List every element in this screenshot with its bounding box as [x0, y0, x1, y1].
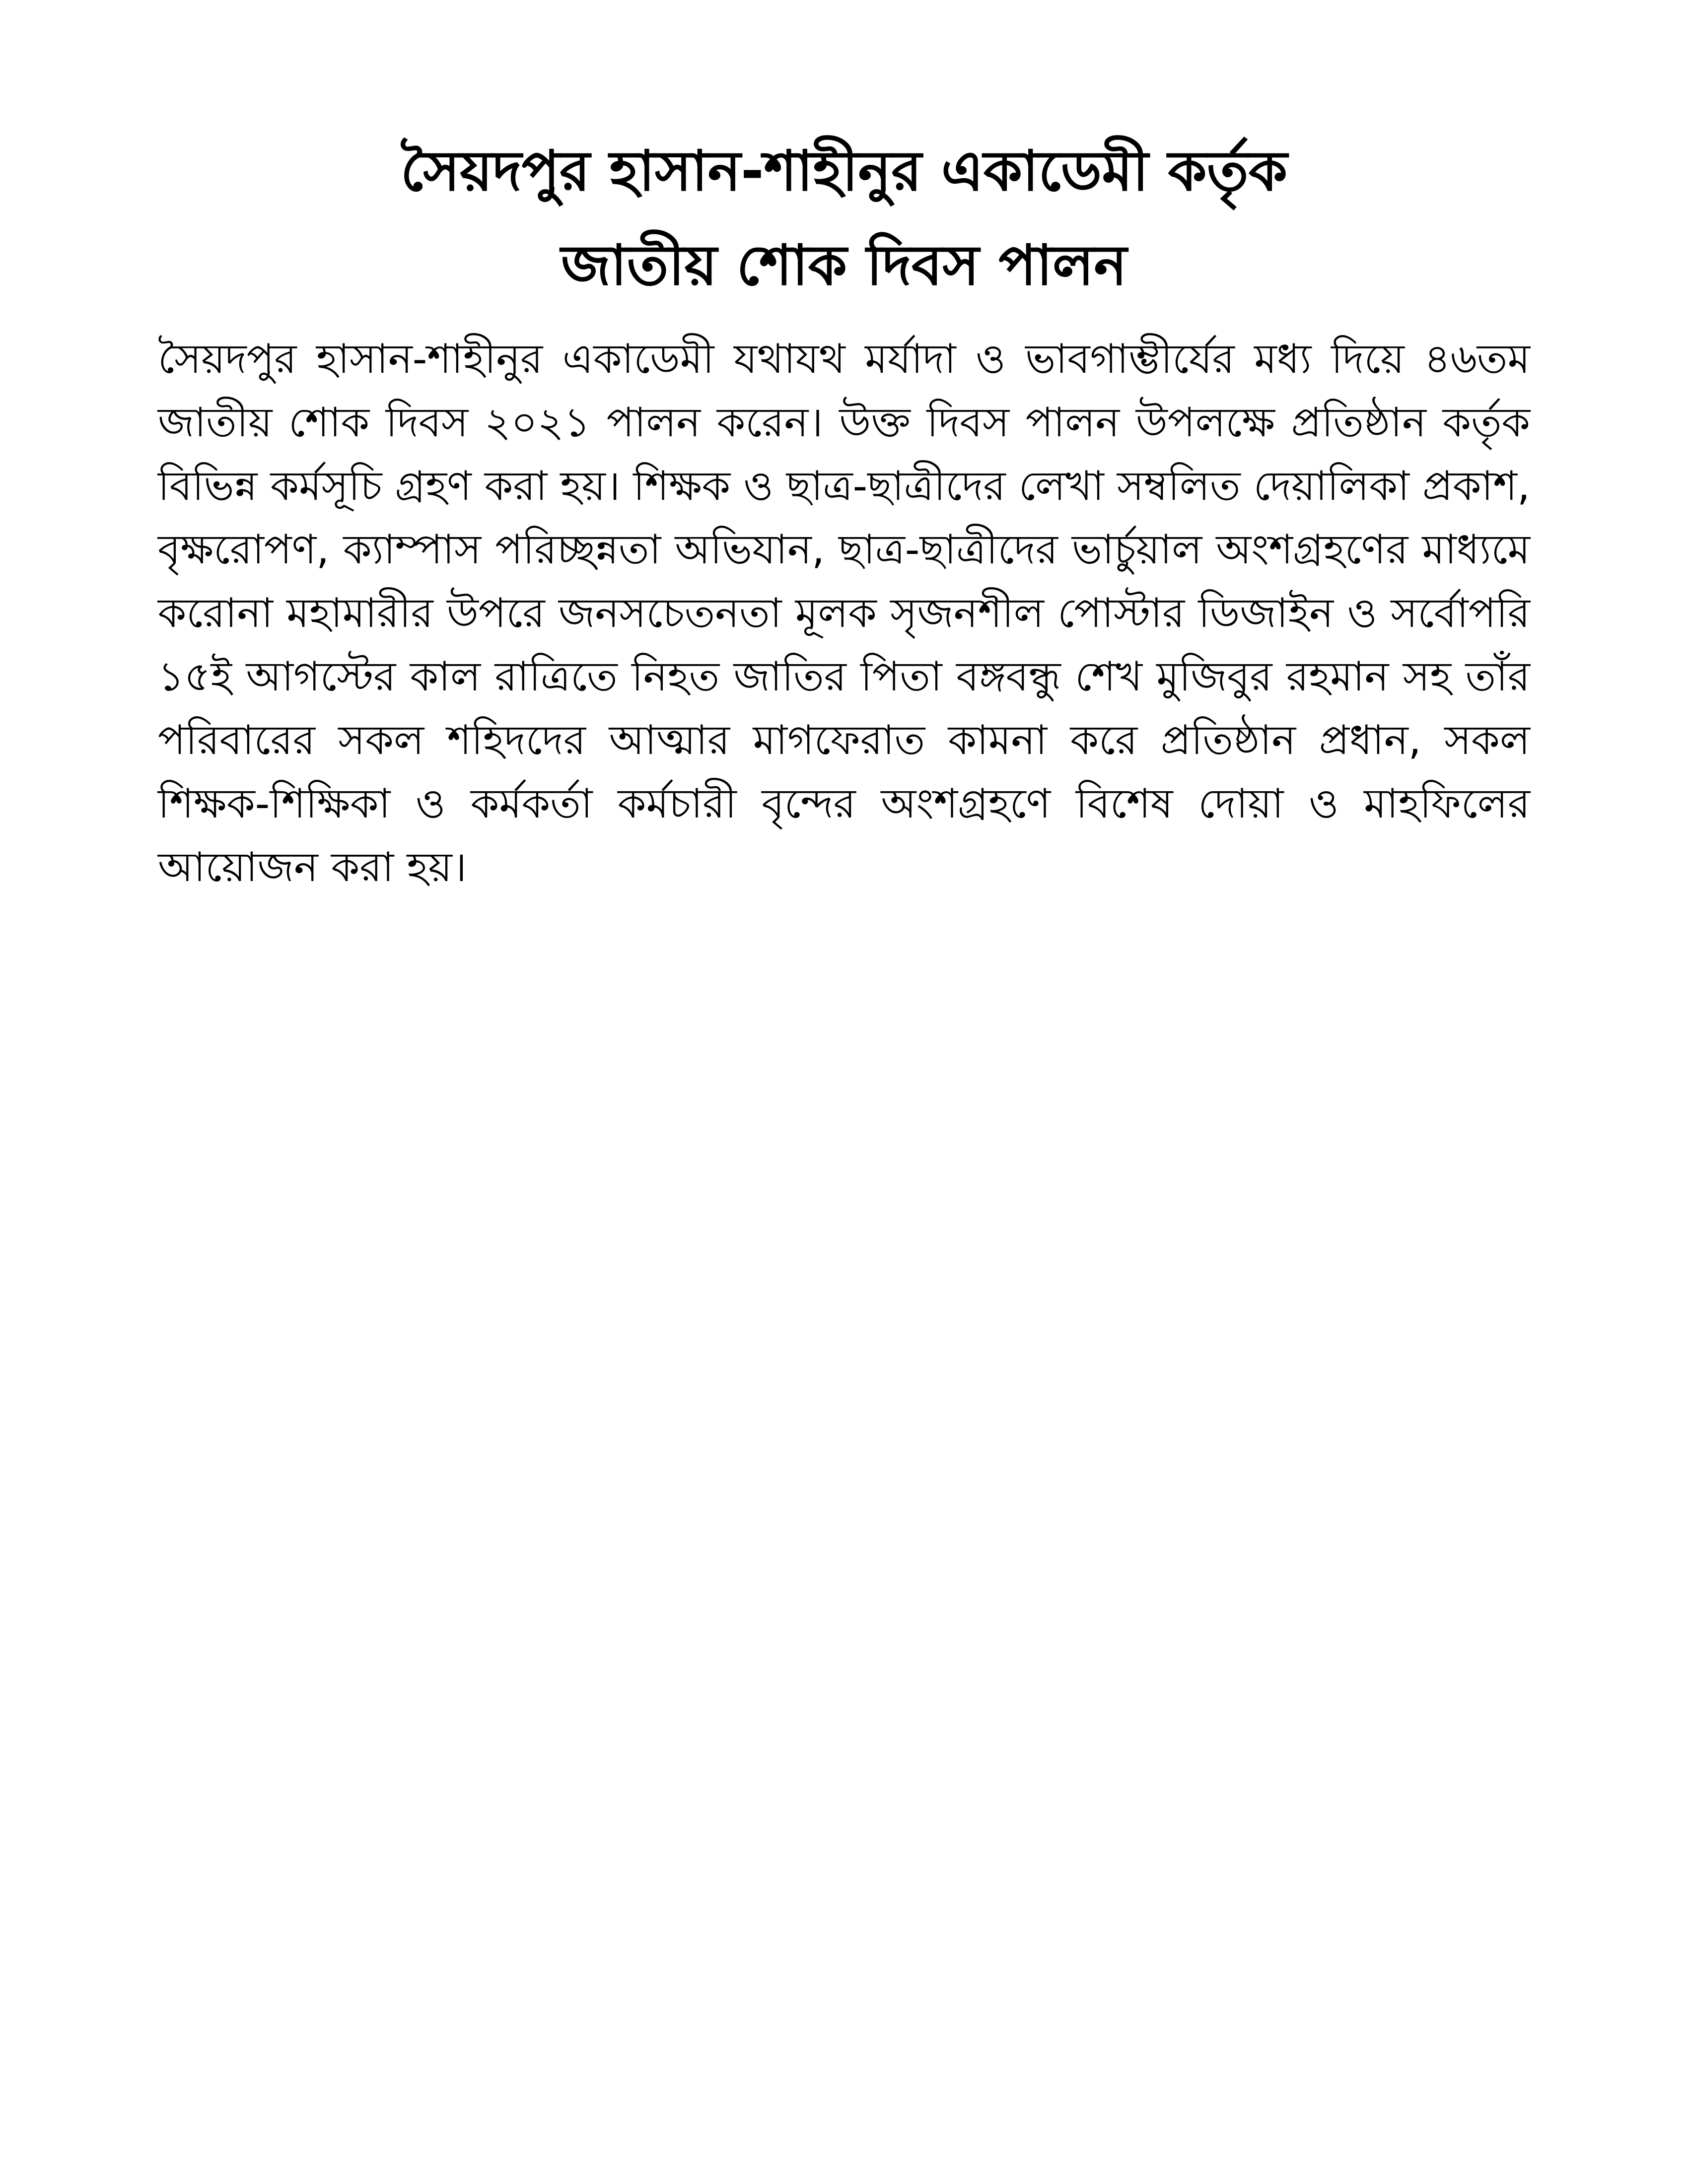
title-line-2: জাতীয় শোক দিবস পালন	[561, 233, 1127, 298]
page-title	[149, 124, 1539, 313]
body-paragraph: সৈয়দপুর হাসান-শাহীনুর একাডেমী যথাযথ মর্যাদা ও ভাবগাম্ভীর্যের মধ্য দিয়ে ৪৬তম জাতীয় শোক দিবস ২০২১ পালন করেন। উক্ত দিবস পালন উপলক্ষে প্রতিষ্ঠান কর্তৃক বিভিন্ন কর্মসূচি গ্রহণ করা হয়। শিক্ষক ও ছাত্র-ছাত্রীদের লেখা সম্বলিত দেয়ালিকা প্রকাশ, বৃক্ষরোপণ, ক্যাম্পাস পরিচ্ছন্নতা অভিযান, ছাত্র-ছাত্রীদের ভার্চুয়াল অংশগ্রহণের মাধ্যমে করোনা মহামারীর উপরে জনসচেতনতা মূলক সৃজনশীল পোস্টার ডিজাইন ও সর্বোপরি ১৫ই আগস্টের কাল রাত্রিতে নিহত জাতির পিতা বঙ্গবন্ধু শেখ মুজিবুর রহমান সহ তাঁর পরিবারের সকল শহিদদের আত্মার মাগফেরাত কামনা করে প্রতিষ্ঠান প্রধান, সকল শিক্ষক-শিক্ষিকা ও কর্মকর্তা কর্মচারী বৃন্দের অংশগ্রহণে বিশেষ দোয়া ও মাহফিলের আয়োজন করা হয়।	[158, 336, 1530, 891]
title-line-1: সৈয়দপুর হাসান-শাহীনুর একাডেমী কর্তৃক	[400, 139, 1288, 204]
